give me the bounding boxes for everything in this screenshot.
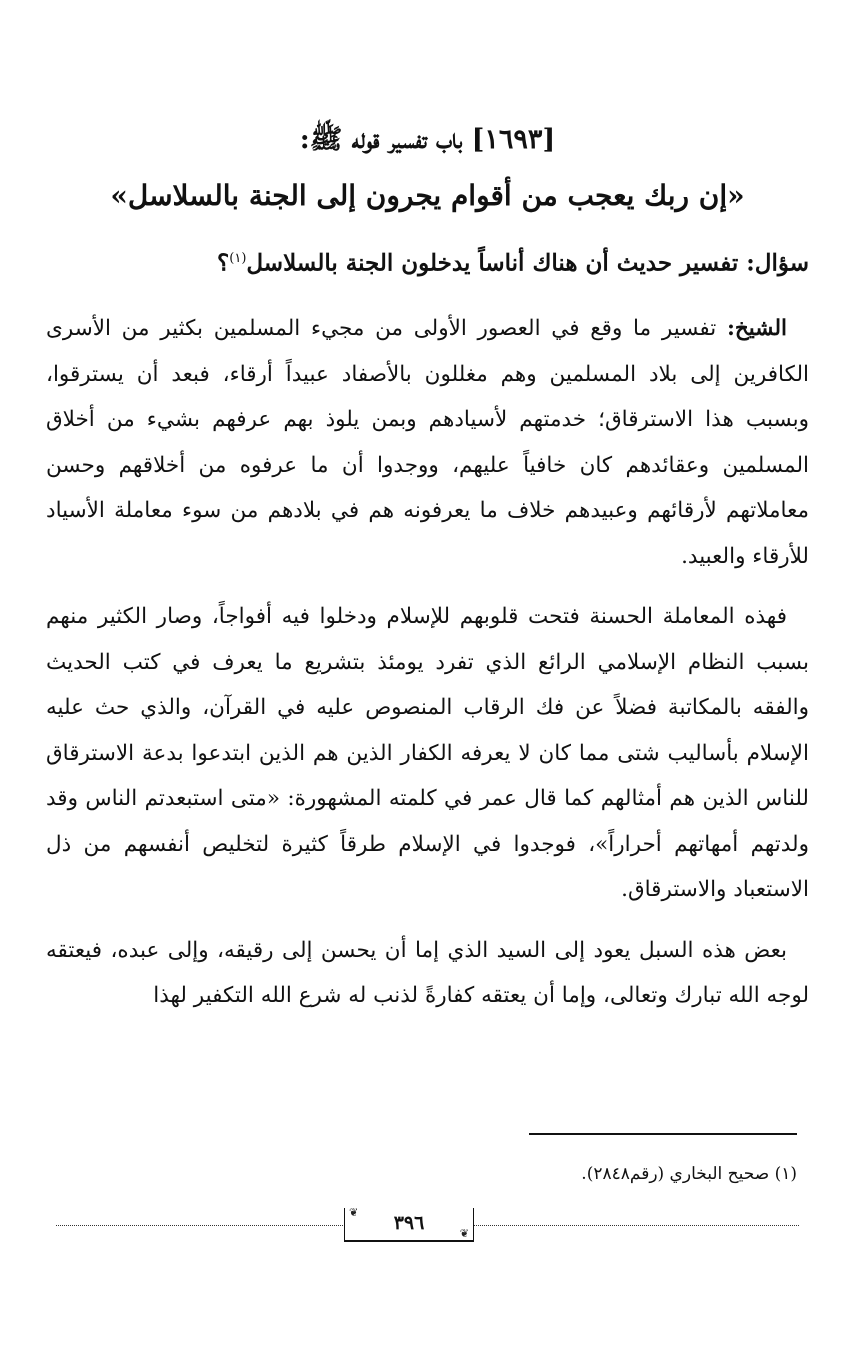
paragraph-3: بعض هذه السبل يعود إلى السيد الذي إما أن يحسن إلى رقيقه، وإلى عبده، فيعتقه لوجه الله تبارك وتعالى، وإما أن يعتقه كفارةً لذنب له شرع الله التكفير لهذا [46,937,809,1008]
chapter-title: [١٦٩٣] باب تفسير قوله ﷺ: [299,124,556,155]
footnote-divider [529,1133,797,1135]
corner-ornament-icon: ❦ [349,1206,359,1219]
paragraph-2: فهذه المعاملة الحسنة فتحت قلوبهم للإسلام ودخلوا فيه أفواجاً، وصار الكثير منهم بسبب النظام الإسلامي الرائع الذي تفرد يومئذ بتشريع ما يعرف في كتب الحديث والفقه بالمكاتبة فضلاً عن فك الرقاب المنصوص عليه في القرآن، والذي حث عليه الإسلام بأساليب شتى مما كان لا يعرفه الكفار الذين هم الذين ابتدعوا بدعة الاسترقاق للناس الذين هم أمثالهم كما قال عمر في كلمته المشهورة: «متى استبعدتم الناس وقد ولدتهم أمهاتهم أحراراً»، فوجدوا في الإسلام طرقاً كثيرة لتخليص أنفسهم من ذل الاستعباد والاسترقاق. [46,604,809,902]
page-number: ٣٩٦ [393,1212,425,1234]
question-text: سؤال: تفسير حديث أن هناك أناساً يدخلون الجنة بالسلاسل [246,249,809,277]
speaker-label: الشيخ: [726,316,787,341]
body-text [46,306,809,1019]
question-heading [46,241,809,282]
footnote-marker[interactable]: (١) [229,251,247,266]
paragraph-1 [46,306,809,579]
corner-ornament-icon: ❦ [459,1227,469,1240]
question-mark: ؟ [217,249,230,277]
chapter-subtitle: «إن ربك يعجب من أقوام يجرون إلى الجنة بالسلاسل» [110,179,745,212]
page-footer [56,1204,799,1244]
page-number-frame [344,1208,474,1242]
footnote: (١) صحيح البخاري (رقم٢٨٤٨). [581,1164,797,1184]
paragraph-1-text: تفسير ما وقع في العصور الأولى من مجيء المسلمين بكثير من الأسرى الكافرين إلى بلاد المسلمين وهم مغللون بالأصفاد عبيداً أرقاء، فبعد أن يسترقوا، وبسبب هذا الاسترقاق؛ خدمتهم لأسيادهم وبمن يلوذ بهم عرفهم بشيء من أخلاق المسلمين وعقائدهم كان خافياً عليهم، ووجدوا أن ما عرفوه من أخلاقهم وحسن معاملاتهم لأرقائهم وعبيدهم خلاف ما يعرفونه هم في بلادهم من سوء معاملة الأسياد للأرقاء والعبيد. [46,316,809,569]
